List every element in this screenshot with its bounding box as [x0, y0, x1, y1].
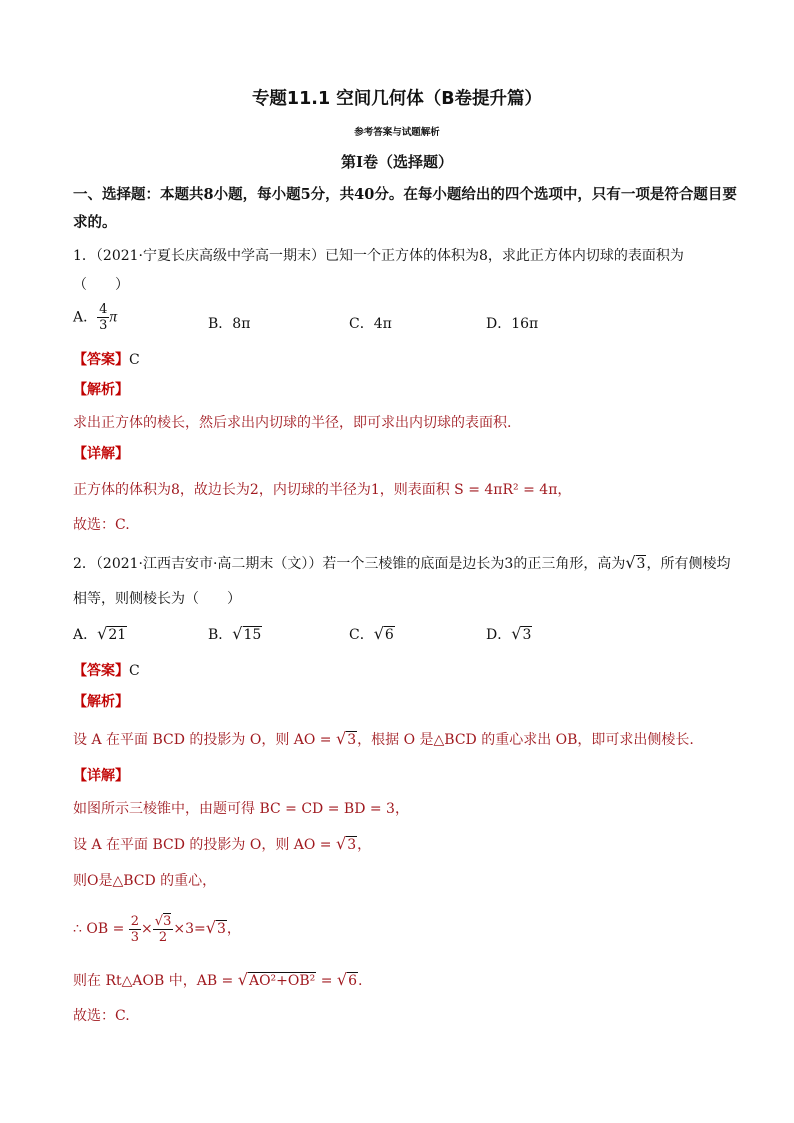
q1-detail-text: 正方体的体积为8，故边长为2，内切球的半径为1，则表面积 S = 4πR² = 4π，: [73, 482, 572, 498]
q2-detail-line2-b: ，: [357, 837, 372, 853]
q2-detail-line3: 则O是△BCD 的重心，: [73, 873, 217, 889]
q2-detail-line5-sqrt: √AO²+OB²: [237, 970, 316, 989]
q2-analysis-tag: [73, 692, 129, 712]
q1-analysis-text: 求出正方体的棱长，然后求出内切球的半径，即可求出内切球的表面积.: [73, 415, 512, 431]
q1-stem-line2: （ ）: [73, 277, 129, 293]
q2-detail-line4-times2: ×3=: [173, 921, 206, 937]
q1-answer: [73, 350, 140, 370]
q2-detail-line4-frac1-num: 2: [130, 913, 140, 929]
q2-analysis-text-a: 设 A 在平面 BCD 的投影为 O，则 AO =: [73, 732, 336, 748]
q2-detail-line4-frac2-num: √3: [154, 913, 172, 929]
q1-answer-tag: 【答案】: [73, 352, 129, 368]
q2-analysis-sqrt: √3: [336, 729, 357, 748]
q2-option-d: [486, 624, 532, 644]
q1-option-a-den: 3: [99, 318, 108, 333]
q1-option-c: C．4π: [349, 316, 392, 332]
q2-option-d-radicand: 3: [522, 627, 532, 643]
q2-analysis-text-b: ，根据 O 是△BCD 的重心求出 OB，即可求出侧棱长.: [357, 732, 694, 748]
q2-option-c-label: C．: [349, 627, 374, 643]
section-instructions-line2: 求的。: [73, 214, 117, 231]
q2-detail-line4-frac1: [129, 914, 141, 945]
q2-stem-radicand: 3: [636, 556, 646, 572]
q2-detail-line5-b: .: [358, 973, 363, 989]
q2-stem-text-a: 2．（2021·江西吉安市·高二期末（文））若一个三棱锥的底面是边长为3的正三角形，高为: [73, 556, 626, 572]
q2-detail-line4-radicand: 3: [216, 921, 226, 937]
q2-detail-line4-times1: ×: [141, 921, 153, 937]
q2-detail-line4-frac2-den: 2: [158, 929, 168, 945]
q2-option-a-label: A．: [73, 627, 98, 643]
q1-option-a-num: 4: [99, 302, 108, 317]
q2-option-a: [73, 624, 127, 644]
q2-detail-line2-sqrt: √3: [336, 834, 357, 853]
q2-analysis-tag-text: 【解析】: [73, 694, 129, 710]
q1-stem-line1: 1．（2021·宁夏长庆高级中学高一期末）已知一个正方体的体积为8，求此正方体内切球的表面积为: [73, 248, 684, 264]
q2-answer: [73, 661, 140, 681]
q2-detail-line5: [73, 970, 362, 991]
q2-option-b: [208, 624, 262, 644]
q1-option-a-fraction: [97, 302, 109, 333]
page-subtitle: 参考答案与试题解析: [354, 127, 440, 138]
q2-detail-line2: [73, 834, 371, 855]
q2-stem-text-b: ，所有侧棱均: [646, 556, 731, 572]
q2-detail-line4-frac2: [153, 914, 174, 945]
q2-detail-line5-sqrt2: √6: [336, 970, 358, 989]
q1-detail-tag-text: 【详解】: [73, 446, 129, 462]
q1-option-a: [73, 302, 117, 333]
q2-detail-line4-b: ，: [226, 921, 241, 937]
q2-detail-line5-eq: =: [316, 973, 337, 989]
q2-detail-line5-radicand2: 6: [348, 973, 358, 989]
q1-option-d: D．16π: [486, 316, 539, 332]
page-title: 专题11.1 空间几何体（B卷提升篇）: [251, 89, 543, 109]
q2-detail-line2-a: 设 A 在平面 BCD 的投影为 O，则 AO =: [73, 837, 336, 853]
q2-stem-sqrt: √3: [625, 553, 646, 572]
q1-option-a-label: A．: [73, 309, 98, 326]
q2-detail-line5-radicand: AO²+OB²: [248, 973, 316, 989]
q2-option-a-sqrt: √21: [97, 624, 127, 643]
q2-option-b-sqrt: √15: [232, 624, 262, 643]
q2-option-b-label: B．: [208, 627, 233, 643]
q2-option-c-sqrt: √6: [373, 624, 394, 643]
q2-detail-tag: [73, 766, 129, 786]
q2-option-c: [349, 624, 395, 644]
q2-detail-line4-frac1-den: 3: [130, 929, 140, 945]
q1-option-a-pi: π: [109, 308, 118, 326]
q1-detail-tag: [73, 444, 129, 464]
section-instructions-line1: 一、选择题：本题共8小题，每小题5分，共40分。在每小题给出的四个选项中，只有一项是符合题目要: [73, 186, 737, 203]
q2-detail-line5-a: 则在 Rt△AOB 中，AB =: [73, 973, 238, 989]
q2-detail-line4-frac2-radicand: 3: [163, 913, 172, 929]
q2-detail-tag-text: 【详解】: [73, 768, 129, 784]
volume-heading: 第Ⅰ卷（选择题）: [340, 153, 454, 171]
q2-analysis-text: [73, 729, 694, 750]
q1-analysis-tag: [73, 380, 129, 400]
q2-option-d-sqrt: √3: [511, 624, 532, 643]
q2-option-c-radicand: 6: [384, 627, 394, 643]
q2-option-d-label: D．: [486, 627, 512, 643]
q2-detail-line4-sqrt: √3: [205, 918, 226, 937]
q1-answer-value: C: [129, 352, 140, 368]
q2-answer-value: C: [129, 663, 140, 679]
q2-detail-line4-a: ∴ OB =: [73, 921, 129, 937]
q1-option-b: B．8π: [208, 316, 251, 332]
q1-choose: 故选：C.: [73, 517, 130, 533]
q2-detail-line2-radicand: 3: [347, 837, 357, 853]
q2-choose: 故选：C.: [73, 1008, 130, 1024]
q1-analysis-tag-text: 【解析】: [73, 382, 129, 398]
q2-answer-tag: 【答案】: [73, 663, 129, 679]
q2-detail-line4: [73, 910, 241, 947]
q2-stem-line2: 相等，则侧棱长为（ ）: [73, 591, 241, 607]
q2-option-b-radicand: 15: [243, 627, 262, 643]
q2-option-a-radicand: 21: [108, 627, 127, 643]
q2-detail-line1: 如图所示三棱锥中，由题可得 BC = CD = BD = 3，: [73, 801, 409, 817]
q2-analysis-radicand: 3: [347, 732, 357, 748]
q2-stem-line1: [73, 553, 730, 574]
